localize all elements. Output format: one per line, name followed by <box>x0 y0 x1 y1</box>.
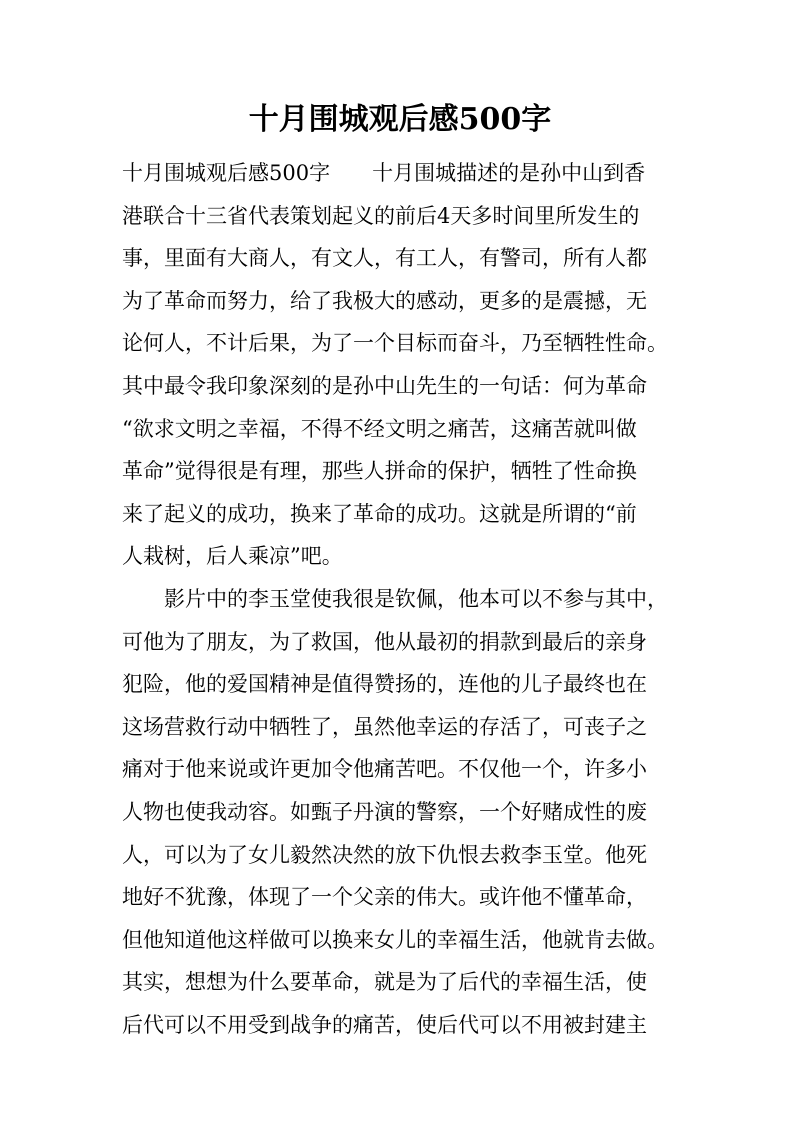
body-line: 可他为了朋友，为了救国，他从最初的捐款到最后的亲身 <box>122 629 647 654</box>
document-body <box>122 152 682 1046</box>
document-title: 十月围城观后感500字 <box>248 102 552 137</box>
body-line: 来了起义的成功，换来了革命的成功。这就是所谓的“前 <box>122 501 637 526</box>
body-line: 后代可以不用受到战争的痛苦，使后代可以不用被封建主 <box>122 1012 647 1037</box>
body-line: 但他知道他这样做可以换来女儿的幸福生活，他就肯去做。 <box>122 927 668 952</box>
body-line: 为了革命而努力，给了我极大的感动，更多的是震撼，无 <box>122 288 647 313</box>
body-line: 事，里面有大商人，有文人，有工人，有警司，所有人都 <box>122 246 647 271</box>
body-line: 其实，想想为什么要革命，就是为了后代的幸福生活，使 <box>122 970 647 995</box>
body-line: 痛对于他来说或许更加令他痛苦吧。不仅他一个，许多小 <box>122 757 647 782</box>
body-line: 十月围城观后感500字 十月围城描述的是孙中山到香 <box>122 161 646 185</box>
body-line: 其中最令我印象深刻的是孙中山先生的一句话：何为革命 <box>122 373 647 398</box>
body-line: 人栽树，后人乘凉”吧。 <box>122 544 343 569</box>
body-line: “欲求文明之幸福，不得不经文明之痛苦，这痛苦就叫做 <box>122 416 637 441</box>
body-line: 这场营救行动中牺牲了，虽然他幸运的存活了，可丧子之 <box>122 714 647 739</box>
body-line: 人，可以为了女儿毅然决然的放下仇恨去救李玉堂。他死 <box>122 842 647 867</box>
body-line: 犯险，他的爱国精神是值得赞扬的，连他的儿子最终也在 <box>122 672 647 697</box>
body-line: 地好不犹豫，体现了一个父亲的伟大。或许他不懂革命， <box>122 885 647 910</box>
body-line: 港联合十三省代表策划起义的前后4天多时间里所发生的 <box>122 203 640 228</box>
body-line: 论何人，不计后果，为了一个目标而奋斗，乃至牺牲性命。 <box>122 331 668 356</box>
body-line: 影片中的李玉堂使我很是钦佩，他本可以不参与其中， <box>122 586 668 611</box>
body-line: 革命”觉得很是有理，那些人拼命的保护，牺牲了性命换 <box>122 459 637 484</box>
body-line: 人物也使我动容。如甄子丹演的警察，一个好赌成性的废 <box>122 799 647 824</box>
